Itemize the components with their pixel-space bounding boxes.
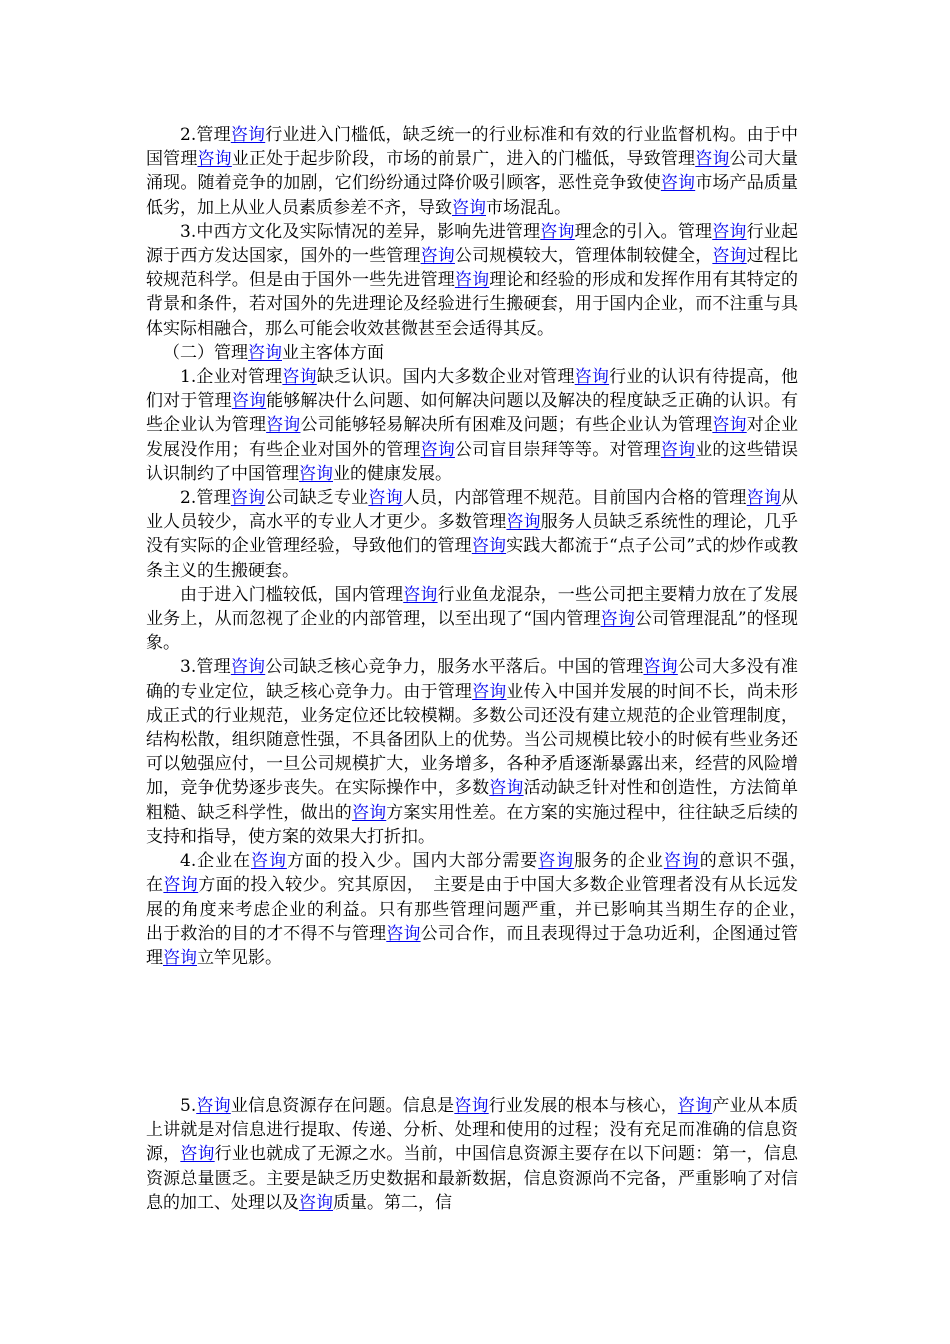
paragraph-p8 [146, 1094, 798, 1215]
text-run: 公司缺乏核心竞争力，服务水平落后。中国的管理 [265, 657, 644, 678]
keyword-link[interactable]: 咨询 [299, 463, 333, 484]
text-run: 服务的企业 [574, 851, 664, 872]
keyword-link[interactable]: 咨询 [472, 681, 507, 702]
keyword-link[interactable]: 咨询 [163, 875, 199, 896]
keyword-link[interactable]: 咨询 [600, 609, 635, 630]
keyword-link[interactable]: 咨询 [746, 488, 782, 509]
keyword-link[interactable]: 咨询 [660, 173, 696, 194]
text-run: 实践大都流于“点子公司”式的炒作或教条主义的生搬硬套。 [146, 536, 798, 581]
text-run: 行业也就成了无源之水。当前，中国信息资源主要存在以下问题：第一，信息资源总量匮乏。主要是缺乏历史数据和最新数据，信息资源尚不完备，严重影响了对信息的加工、处理以及 [146, 1144, 799, 1213]
keyword-link[interactable]: 咨询 [180, 1144, 215, 1165]
keyword-link[interactable]: 咨询 [454, 1096, 489, 1116]
section-heading [146, 341, 798, 365]
text-run: 行业鱼龙混杂，一些公司把主要精力放在了发展业务上，从而忽视了企业的内部管理，以至出现了“国内管理 [146, 584, 799, 630]
paragraph-p3 [146, 365, 798, 486]
text-run: 方面的投入少。国内大部分需要 [286, 851, 539, 872]
text-run: 人员，内部管理不规范。目前国内合格的管理 [402, 488, 747, 509]
text-run: 理念的引入。管理 [574, 221, 713, 242]
keyword-link[interactable]: 咨询 [197, 149, 232, 170]
text-run: 服务人员缺乏系统性的理论，几乎没有实际的企业管理经验，导致他们的管理 [146, 512, 799, 557]
document-body-upper [146, 123, 816, 970]
keyword-link[interactable]: 咨询 [299, 1192, 333, 1213]
keyword-link[interactable]: 咨询 [420, 246, 455, 267]
text-run: 公司大量涌现。随着竞争的加剧，它们纷纷通过降价吸引顾客，恶性竞争致使 [146, 149, 799, 194]
keyword-link[interactable]: 咨询 [471, 536, 507, 557]
text-run: 行业的认识有待提高，他们对于管理 [146, 367, 799, 412]
keyword-link[interactable]: 咨询 [230, 657, 266, 678]
keyword-link[interactable]: 咨询 [712, 246, 747, 267]
keyword-link[interactable]: 咨询 [660, 439, 696, 460]
text-run: （二）管理 [163, 342, 248, 363]
paragraph-p5 [146, 583, 798, 656]
text-run: 公司合作，而且表现得过于急功近利，企图通过管理 [146, 923, 799, 968]
keyword-link[interactable]: 咨询 [282, 367, 317, 388]
keyword-link[interactable]: 咨询 [538, 851, 575, 872]
text-run: 的意识不强， 在 [146, 851, 816, 896]
keyword-link[interactable]: 咨询 [712, 415, 747, 436]
text-run: 对企业发展没作用；有些企业对国外的管理 [146, 415, 799, 460]
text-run: 公司管理混乱”的怪现象。 [146, 609, 798, 654]
text-run: 质量。第二，信 [333, 1192, 452, 1213]
keyword-link[interactable]: 咨询 [230, 488, 266, 509]
text-run: 从业人员较少，高水平的专业人才更少。多数管理 [146, 488, 799, 533]
keyword-link[interactable]: 咨询 [712, 221, 747, 242]
document-body-lower [146, 1094, 798, 1215]
keyword-link[interactable]: 咨询 [452, 197, 486, 218]
text-run: 行业发展的根本与核心， [488, 1096, 678, 1116]
text-run: 理论和经验的形成和发挥作用有其特定的背景和条件，若对国外的先进理论及经验进行生搬硬套，用于国内企业，而不注重与具体实际相融合，那么可能会收效甚微甚至会适得其反。 [146, 270, 799, 339]
text-run: 4.企业在 [180, 851, 252, 872]
paragraph-p7 [146, 849, 816, 970]
text-run: 行业起源于西方发达国家，国外的一些管理 [146, 221, 798, 267]
keyword-link[interactable]: 咨询 [351, 802, 387, 823]
keyword-link[interactable]: 咨询 [574, 367, 610, 388]
keyword-link[interactable]: 咨询 [266, 415, 301, 436]
text-run: 市场产品质量低劣，加上从业人员素质参差不齐，导致 [146, 173, 799, 218]
text-run: 市场混乱。 [486, 197, 571, 218]
keyword-link[interactable]: 咨询 [251, 851, 287, 872]
keyword-link[interactable]: 咨询 [196, 1096, 231, 1116]
text-run: 能够解决什么问题、如何解决问题以及解决的程度缺乏正确的认识。有些企业认为管理 [146, 391, 799, 436]
text-run: 产业从本质上讲就是对信息进行提取、传递、分析、处理和使用的过程；没有充足而准确的信息资源， [146, 1096, 799, 1165]
keyword-link[interactable]: 咨询 [230, 125, 266, 145]
text-run: 缺乏认识。国内大多数企业对管理 [316, 367, 575, 388]
text-run: 公司规模较大，管理体制较健全， [454, 246, 713, 267]
keyword-link[interactable]: 咨询 [489, 778, 524, 799]
text-run: 业传入中国并发展的时间不长，尚未形成正式的行业规范，业务定位还比较模糊。多数公司还没有建立规范的企业管理制度，结构松散，组织随意性强，不具备团队上的优势。当公司规模比较小的时候有些业务还可以勉强应付，一旦公司规模扩大，业务增多，各种矛盾逐渐暴露出来，经营的风险增加，竞争优势逐步丧失。在实际操作中，多数 [146, 681, 799, 799]
text-run: 公司缺乏专业 [265, 488, 369, 509]
text-run: 方案实用性差。在方案的实施过程中，往往缺乏后续的支持和指导，使方案的效果大打折扣。 [146, 802, 799, 847]
text-run: 业正处于起步阶段，市场的前景广，进入的门槛低，导致管理 [231, 149, 696, 170]
paragraph-p2 [146, 220, 798, 341]
keyword-link[interactable]: 咨询 [695, 149, 730, 170]
text-run: 2.管理 [180, 125, 231, 145]
text-run: 业信息资源存在问题。信息是 [230, 1096, 455, 1116]
keyword-link[interactable]: 咨询 [248, 342, 282, 363]
text-run: 1.企业对管理 [180, 367, 283, 388]
text-run: 业的这些错误认识制约了中国管理 [146, 439, 799, 484]
text-run: 公司能够轻易解决所有困难及问题；有些企业认为管理 [300, 415, 713, 436]
keyword-link[interactable]: 咨询 [163, 947, 197, 968]
text-run: 2.管理 [180, 488, 231, 509]
text-run: 3.中西方文化及实际情况的差异，影响先进管理 [180, 221, 541, 242]
keyword-link[interactable]: 咨询 [368, 488, 403, 509]
text-run: 3.管理 [180, 657, 231, 678]
text-run: 5. [180, 1096, 197, 1116]
text-run: 由于进入门槛较低，国内管理 [180, 584, 404, 605]
text-run: 公司盲目崇拜等等。对管理 [454, 439, 661, 460]
paragraph-p1 [146, 123, 798, 220]
text-run: 过程比较规范科学。但是由于国外一些先进管理 [146, 246, 799, 291]
text-run: 行业进入门槛低，缺乏统一的行业标准和有效的行业监督机构。由于中国管理 [146, 125, 799, 170]
keyword-link[interactable]: 咨询 [231, 391, 267, 412]
text-run: 公司大多没有准确的专业定位，缺乏核心竞争力。由于管理 [146, 657, 799, 702]
keyword-link[interactable]: 咨询 [540, 221, 575, 242]
keyword-link[interactable]: 咨询 [663, 851, 700, 872]
paragraph-p6 [146, 655, 798, 849]
text-run: 业的健康发展。 [333, 463, 452, 484]
keyword-link[interactable]: 咨询 [643, 657, 678, 678]
text-run: 方面的投入较少。究其原因， 主要是由于中国大多数企业管理者没有从长远发展的角度来考虑企业的利益。只有那些管理问题严重，并已影响其当期生存的企业， 出于救治的目的才不得不与管理 [146, 875, 815, 944]
keyword-link[interactable]: 咨询 [454, 270, 490, 291]
paragraph-p4 [146, 486, 798, 583]
text-run: 立竿见影。 [197, 947, 282, 968]
keyword-link[interactable]: 咨询 [420, 439, 455, 460]
keyword-link[interactable]: 咨询 [506, 512, 541, 533]
text-run: 业主客体方面 [282, 342, 384, 363]
text-run: 活动缺乏针对性和创造性，方法简单粗糙、缺乏科学性，做出的 [146, 778, 799, 823]
keyword-link[interactable]: 咨询 [386, 923, 421, 944]
keyword-link[interactable]: 咨询 [403, 584, 438, 605]
keyword-link[interactable]: 咨询 [677, 1096, 713, 1116]
